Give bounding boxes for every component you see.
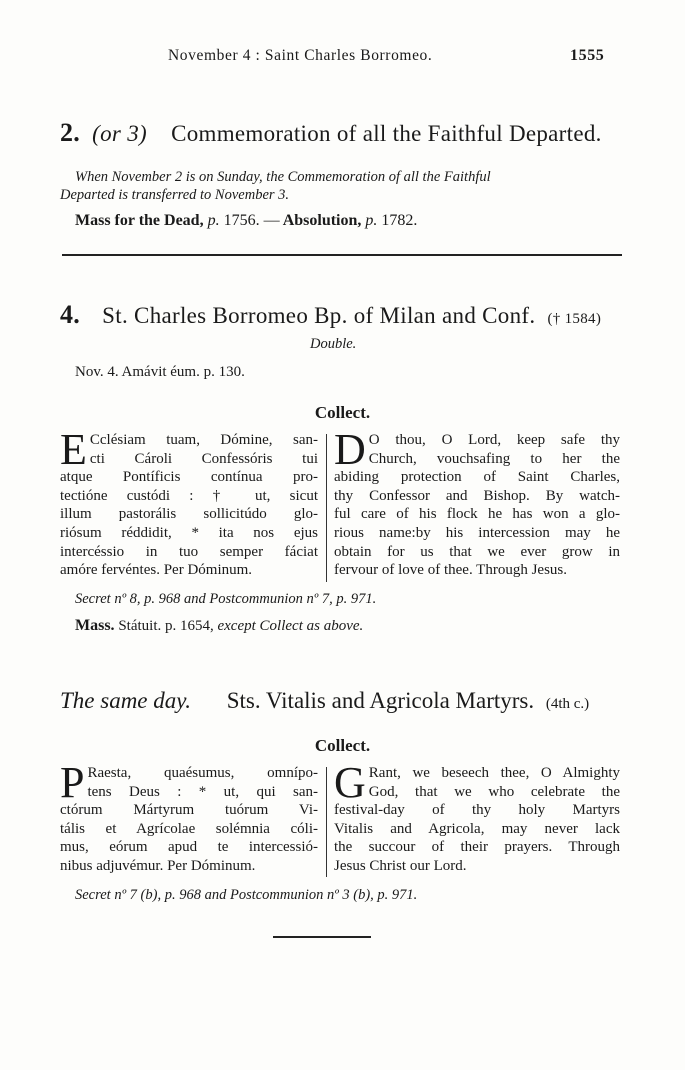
english-collect-2-line: Jesus Christ our Lord. (334, 857, 467, 874)
latin-collect-1-line: amóre fervéntes. Per Dóminum. (60, 562, 253, 579)
english-collect-2-dropcap: G (334, 758, 366, 807)
mass-p: p. (207, 212, 220, 229)
mass-text-4: Státuit. p. 1654, (118, 618, 214, 634)
section-4-date: († 1584) (547, 311, 602, 327)
introit-ref: Nov. 4. Amávit éum. p. 130. (75, 364, 245, 380)
latin-collect-1-line: Cclésiam tuam, Dómine, san- (89, 432, 318, 448)
english-collect-1-line: Church, vouchsafing to her the (368, 450, 620, 467)
english-collect-1-dropcap: D (334, 425, 366, 474)
latin-collect-2-line: ctórum Mártyrum tuórum Vi- (60, 802, 318, 819)
english-collect-1-line: O thou, O Lord, keep safe thy (368, 432, 620, 448)
section-2-note (75, 168, 623, 186)
same-day-label: The same day. (60, 688, 191, 713)
english-collect-1-line: obtain for us that we ever grow in (334, 543, 620, 560)
english-collect-1-line: ful care of his flock he has won a glo- (334, 506, 620, 523)
secret-line-1: Secret nº 8, p. 968 and Postcommunion nº 7, p. 971. (75, 591, 377, 607)
mass-line-4 (75, 617, 363, 635)
mass-label-4: Mass. (75, 617, 115, 634)
english-collect-1-line: fervour of love of thee. Through Jesus. (334, 562, 567, 579)
section-2-heading (60, 118, 602, 148)
latin-collect-2-line: mus, eórum apud te intercessió- (60, 839, 318, 856)
latin-collect-1-line: tectióne custódi : † ut, sicut (60, 487, 318, 504)
english-collect-2-line: God, that we who celebrate the (368, 783, 620, 800)
latin-collect-2-line: tens Deus : * ut, qui san- (87, 783, 318, 800)
english-collect-1-line: abiding protection of Saint Charles, (334, 469, 620, 486)
english-collect-1-line: rious name:by his intercession may he (334, 524, 620, 541)
dash: — (263, 212, 280, 229)
section-divider (62, 254, 622, 256)
section-2-number: 2. (60, 118, 81, 147)
latin-collect-1-dropcap: E (60, 425, 87, 474)
english-collect-2-line: festival-day of thy holy Martyrs (334, 802, 620, 819)
same-day-heading (60, 688, 589, 714)
collect-title-1: Collect. (314, 403, 371, 422)
secret-line-2: Secret nº 7 (b), p. 968 and Postcommunion nº 3 (b), p. 971. (75, 887, 418, 903)
collect-title-2: Collect. (314, 736, 371, 755)
absolution-p: p. (365, 212, 378, 229)
english-collect-2-line: Vitalis and Agricola, may never lack (334, 820, 620, 837)
latin-collect-2-line: tális et Agrícolae solémnia cóli- (60, 820, 318, 837)
english-collect-1-line: thy Confessor and Bishop. By watch- (334, 487, 620, 504)
running-head-title: November 4 : Saint Charles Borromeo. (168, 47, 433, 64)
latin-collect-2-line: Raesta, quaésumus, omnípo- (87, 765, 318, 781)
latin-collect-1-line: riósum réddidit, * ita nos ejus (60, 524, 318, 541)
absolution-label: Absolution, (282, 212, 362, 229)
section-2-mass-line (75, 212, 417, 230)
latin-collect-1-line: cti Cároli Confessóris tui (89, 450, 318, 467)
mass-page: 1756. (223, 212, 260, 229)
english-collect-1 (334, 425, 620, 580)
english-collect-2-line: Rant, we beseech thee, O Almighty (368, 765, 620, 781)
page-number: 1555 (570, 47, 605, 64)
section-2-note-line2: Departed is transferred to November 3. (60, 187, 290, 203)
column-rule-2 (326, 767, 327, 877)
column-rule-1 (326, 434, 327, 582)
section-2-alt: (or 3) (92, 121, 147, 146)
latin-collect-1-line: illum pastorális sollicitúdo glo- (60, 506, 318, 523)
latin-collect-1 (60, 425, 318, 580)
same-day-title: Sts. Vitalis and Agricola Martyrs. (226, 688, 535, 713)
section-4-number: 4. (60, 300, 81, 329)
running-head (0, 47, 685, 69)
mass-for-dead-label: Mass for the Dead, (75, 212, 204, 229)
latin-collect-2-dropcap: P (60, 758, 85, 807)
section-4-title: St. Charles Borromeo Bp. of Milan and Conf. (102, 303, 536, 328)
same-day-date: (4th c.) (545, 696, 590, 712)
latin-collect-1-line: intercéssio in tuo semper fáciat (60, 543, 318, 560)
section-2-note-line1: When November 2 is on Sunday, the Commemoration of all the Faithful (75, 169, 491, 185)
latin-collect-2-line: nibus adjuvémur. Per Dóminum. (60, 857, 256, 874)
section-4-heading (60, 300, 601, 330)
end-rule (273, 936, 371, 938)
english-collect-2-line: the succour of their prayers. Through (334, 839, 620, 856)
latin-collect-2 (60, 758, 318, 876)
absolution-page: 1782. (381, 212, 418, 229)
section-2-title: Commemoration of all the Faithful Departed. (171, 121, 602, 146)
mass-note-4: except Collect as above. (217, 618, 364, 634)
section-4-rank: Double. (310, 336, 357, 352)
latin-collect-1-line: atque Pontíficis contínua pro- (60, 469, 318, 486)
english-collect-2 (334, 758, 620, 876)
